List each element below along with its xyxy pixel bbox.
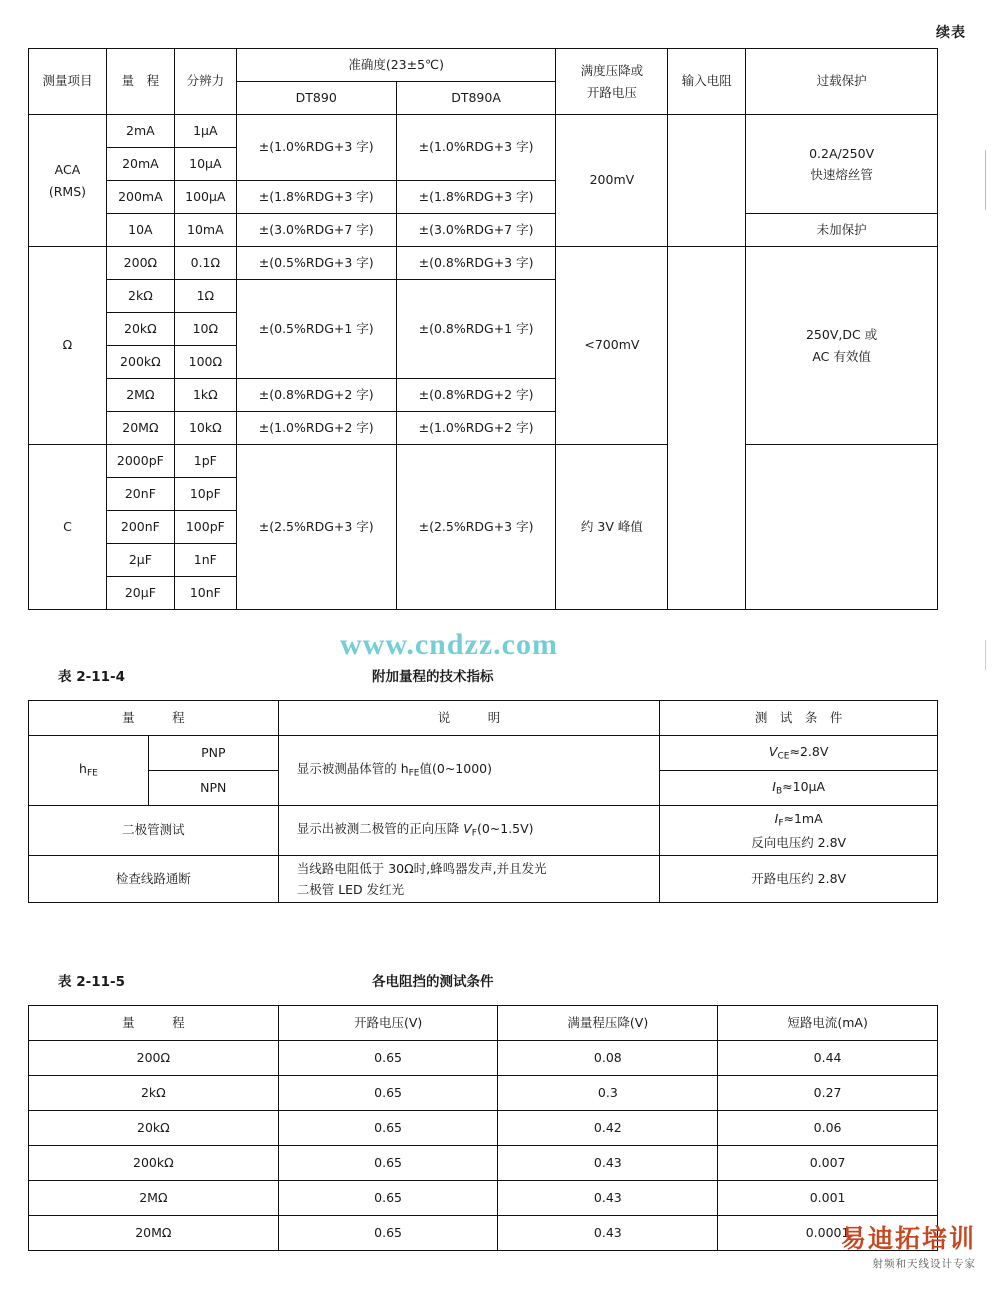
short-current-cell: 0.0001 [718,1216,938,1251]
group-name-aca [29,115,107,247]
protection-line1: 0.2A/250V [809,145,875,161]
scan-artifact [985,640,990,670]
ib-value: $I_B\approx 10\mu A$ [772,778,826,797]
accuracy-dt890-cell: ±(1.0%RDG+2 字) [236,412,396,445]
short-current-cell: 0.007 [718,1146,938,1181]
protection-line2: AC 有效值 [812,348,871,364]
header-item: 测量项目 [29,49,107,115]
range-cell: 2kΩ [29,1076,279,1111]
full-scale-drop-cell: 0.08 [498,1041,718,1076]
scan-artifact [985,150,992,210]
range-cell: 20kΩ [29,1111,279,1146]
full-scale-drop-cell: 0.43 [498,1146,718,1181]
accuracy-dt890a-cell: ±(0.8%RDG+1 字) [396,280,556,379]
accuracy-dt890a-cell: ±(1.0%RDG+2 字) [396,412,556,445]
table-header-row [29,49,938,82]
range-cell: 20mA [106,148,174,181]
open-voltage-cell: 0.65 [278,1111,498,1146]
header-burden-line2: 开路电压 [586,84,637,100]
resistance-test-conditions-table [28,1005,938,1251]
condition-continuity: 开路电压约 2.8V [660,855,938,903]
description-continuity-line2: 二极管 LED 发红光 [296,882,405,898]
continued-label: 续表 [936,25,966,41]
condition-diode [660,806,938,856]
range-cell: 2000pF [106,445,174,478]
input-resistance-cell [668,247,746,610]
protection-cell-ohm [746,247,938,445]
open-voltage-cell: 0.65 [278,1041,498,1076]
accuracy-dt890a-cell: ±(0.8%RDG+2 字) [396,379,556,412]
range-diode-test: 二极管测试 [29,806,279,856]
table-row [29,1041,938,1076]
condition-reverse-voltage: 反向电压约 2.8V [751,834,847,850]
description-continuity-line1: 当线路电阻低于 30Ω时,蜂鸣器发声,并且发光 [296,860,547,876]
group-label-line1: ACA [54,162,81,178]
header-dt890a: DT890A [396,82,556,115]
range-cell: 20μF [106,577,174,610]
range-cell: 200kΩ [29,1146,279,1181]
accuracy-dt890-cell: ±(1.8%RDG+3 字) [236,181,396,214]
resolution-cell: 1kΩ [174,379,236,412]
header-accuracy: 准确度(23±5℃) [236,49,556,82]
header-description: 说 明 [278,701,660,736]
subrange-pnp: PNP [148,736,278,771]
range-cell: 20MΩ [29,1216,279,1251]
resolution-cell: 10pF [174,478,236,511]
accuracy-dt890-cell: ±(0.5%RDG+1 字) [236,280,396,379]
header-resolution: 分辨力 [174,49,236,115]
watermark: www.cndzz.com [340,628,558,661]
table-row [29,115,938,148]
accuracy-dt890a-cell: ±(3.0%RDG+7 字) [396,214,556,247]
accuracy-dt890a-cell: ±(0.8%RDG+3 字) [396,247,556,280]
resolution-cell: 10Ω [174,313,236,346]
table-row [29,855,938,903]
resolution-cell: 100Ω [174,346,236,379]
range-hfe [29,736,149,806]
table-row [29,1111,938,1146]
resolution-cell: 10mA [174,214,236,247]
range-cell: 200Ω [106,247,174,280]
range-cell: 20nF [106,478,174,511]
caption-number-5: 表 2-11-5 [58,974,125,990]
table-row [29,1216,938,1251]
accuracy-dt890-cell: ±(0.5%RDG+3 字) [236,247,396,280]
accuracy-dt890-cell: ±(3.0%RDG+7 字) [236,214,396,247]
resolution-cell: 1pF [174,445,236,478]
header-range: 量 程 [29,701,279,736]
burden-cell: <700mV [556,247,668,445]
range-cell: 200mA [106,181,174,214]
logo-text-sub: 射频和天线设计专家 [872,1258,976,1270]
group-name-c: C [29,445,107,610]
specifications-table [28,48,938,610]
input-resistance-cell [668,115,746,247]
full-scale-drop-cell: 0.42 [498,1111,718,1146]
range-cell: 200kΩ [106,346,174,379]
range-cell: 200nF [106,511,174,544]
accuracy-dt890a-cell: ±(2.5%RDG+3 字) [396,445,556,610]
full-scale-drop-cell: 0.43 [498,1216,718,1251]
range-cell: 200Ω [29,1041,279,1076]
protection-line2: 快速熔丝管 [810,167,873,182]
resolution-cell: 100μA [174,181,236,214]
header-dt890: DT890 [236,82,396,115]
range-cell: 20kΩ [106,313,174,346]
short-current-cell: 0.06 [718,1111,938,1146]
condition-if: $I_F\approx 1mA$ [774,811,823,829]
table-row [29,214,938,247]
range-cell: 2μF [106,544,174,577]
caption-title-5: 各电阻挡的测试条件 [372,974,494,990]
burden-cell: 约 3V 峰值 [556,445,668,610]
resolution-cell: 10nF [174,577,236,610]
open-voltage-cell: 0.65 [278,1181,498,1216]
header-conditions: 测 试 条 件 [660,701,938,736]
range-continuity: 检查线路通断 [29,855,279,903]
accuracy-dt890a-cell: ±(1.8%RDG+3 字) [396,181,556,214]
description-diode-text: 显示出被测二极管的正向压降 $V_F(0\sim 1.5V)$ [296,821,534,839]
condition-vce [660,736,938,771]
accuracy-dt890-cell: ±(0.8%RDG+2 字) [236,379,396,412]
publisher-logo [841,1227,976,1271]
protection-cell-c [746,445,938,610]
table-header-row [29,1006,938,1041]
resolution-cell: 1μA [174,115,236,148]
vce-value: $V_{CE}\approx 2.8V$ [768,743,829,762]
range-cell: 10A [106,214,174,247]
table-header-row [29,701,938,736]
table-row [29,1146,938,1181]
open-voltage-cell: 0.65 [278,1076,498,1111]
group-label-line2: (RMS) [48,183,87,199]
description-diode [278,806,660,856]
caption-title-4: 附加量程的技术指标 [372,669,494,685]
resolution-cell: 100pF [174,511,236,544]
resolution-cell: 10μA [174,148,236,181]
full-scale-drop-cell: 0.3 [498,1076,718,1111]
resolution-cell: 10kΩ [174,412,236,445]
header-full-scale-drop: 满量程压降(V) [498,1006,718,1041]
table-row [29,1076,938,1111]
table-row [29,445,938,478]
range-cell: 2kΩ [106,280,174,313]
range-cell: 2mA [106,115,174,148]
protection-cell-none: 未加保护 [746,214,938,247]
resolution-cell: 1nF [174,544,236,577]
full-scale-drop-cell: 0.43 [498,1181,718,1216]
header-input-resistance: 输入电阻 [668,49,746,115]
header-burden [556,49,668,115]
additional-ranges-table [28,700,938,903]
short-current-cell: 0.44 [718,1041,938,1076]
header-range: 量 程 [106,49,174,115]
accuracy-dt890-cell: ±(1.0%RDG+3 字) [236,115,396,181]
burden-cell: 200mV [556,115,668,247]
logo-text-cn: 易迪拓培训 [840,1226,976,1253]
hfe-label: $h_{FE}$ [79,761,98,779]
short-current-cell: 0.001 [718,1181,938,1216]
description-hfe-text: 显示被测晶体管的 $h_{FE}$值(0~1000) [296,761,492,779]
range-cell: 2MΩ [106,379,174,412]
header-protection: 过载保护 [746,49,938,115]
resolution-cell: 0.1Ω [174,247,236,280]
condition-ib [660,771,938,806]
group-name-ohm: Ω [29,247,107,445]
subrange-npn: NPN [148,771,278,806]
protection-cell-fuse [746,115,938,214]
accuracy-dt890-cell: ±(2.5%RDG+3 字) [236,445,396,610]
description-hfe [278,736,660,806]
table-row [29,736,938,771]
accuracy-dt890a-cell: ±(1.0%RDG+3 字) [396,115,556,181]
table-row [29,247,938,280]
header-range: 量 程 [29,1006,279,1041]
table-row [29,1181,938,1216]
open-voltage-cell: 0.65 [278,1216,498,1251]
description-continuity [278,855,660,903]
header-burden-line1: 满度压降或 [580,63,644,79]
table-row [29,806,938,856]
header-short-current: 短路电流(mA) [718,1006,938,1041]
resolution-cell: 1Ω [174,280,236,313]
range-cell: 2MΩ [29,1181,279,1216]
range-cell: 20MΩ [106,412,174,445]
header-open-voltage: 开路电压(V) [278,1006,498,1041]
open-voltage-cell: 0.65 [278,1146,498,1181]
short-current-cell: 0.27 [718,1076,938,1111]
caption-number-4: 表 2-11-4 [58,669,125,685]
protection-line1: 250V,DC 或 [805,327,878,343]
